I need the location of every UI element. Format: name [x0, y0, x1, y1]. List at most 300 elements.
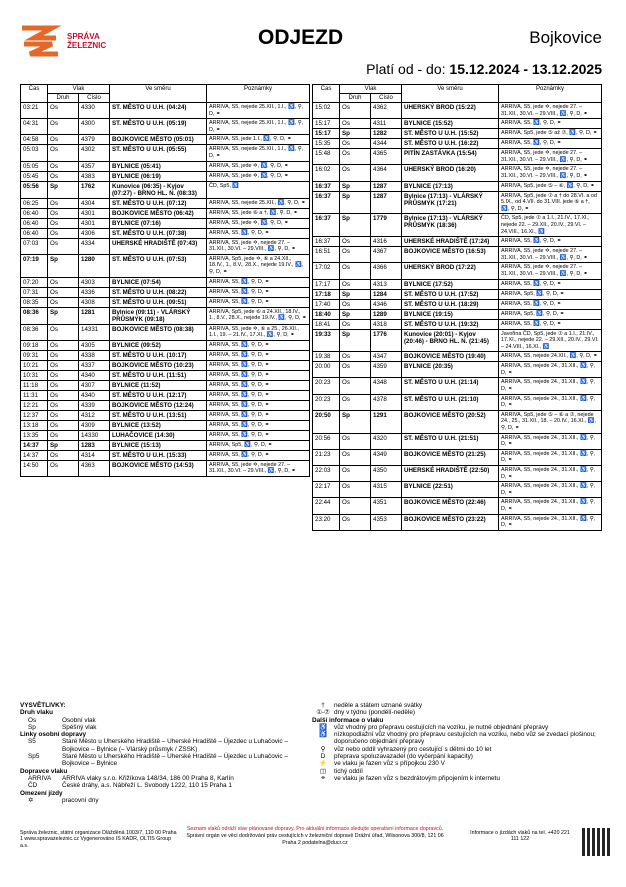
train-direction: BYLNICE (07:16) [110, 218, 207, 228]
departure-time: 07:19 [21, 254, 48, 277]
train-direction: ST. MĚSTO U U.H. (15:52) [402, 129, 499, 139]
legend-symbols [312, 702, 602, 782]
departure-time: 16:37 [313, 214, 340, 237]
departure-time: 16:51 [313, 247, 340, 263]
table-row [21, 324, 310, 340]
train-type: Os [48, 324, 79, 340]
departure-time: 06:40 [21, 218, 48, 228]
departure-time: 15:17 [313, 119, 340, 129]
train-type: Os [48, 450, 79, 460]
col-notes: Poznámky [499, 85, 602, 103]
departure-time: 05:45 [21, 171, 48, 181]
train-number: 4359 [371, 362, 402, 378]
train-type: Os [340, 362, 371, 378]
train-notes: ARRIVA, S5, nejede 25.XII., 1.I., ♿, ⚲, D, ⚭ [207, 119, 310, 135]
legend-key: ČD [28, 782, 38, 790]
legend-item [312, 731, 602, 746]
departure-time: 09:31 [21, 350, 48, 360]
train-type: Sp [340, 214, 371, 237]
train-type: Os [48, 380, 79, 390]
train-type: Sp [340, 181, 371, 191]
train-number: 4349 [371, 449, 402, 465]
departure-time: 13:18 [21, 420, 48, 430]
departure-time: 21:23 [313, 449, 340, 465]
legend-value: vůz vhodný pro přepravu cestujících na vozíku, je nutné objednání přepravy [334, 723, 549, 731]
train-notes: ARRIVA, S5, ♿, ⚲, D, ⚭ [207, 277, 310, 287]
train-direction: BYLNICE (11:52) [110, 380, 207, 390]
departure-time: 14:37 [21, 440, 48, 450]
train-notes: ARRIVA, S5, jede ✡, nejede 27. – 31.XII., 30.VI. – 29.VIII., ♿, ⚲, D, ⚭ [207, 238, 310, 254]
departure-time: 15:17 [313, 129, 340, 139]
departure-time: 16:02 [313, 165, 340, 181]
brand-logo [20, 24, 106, 58]
departure-time: 17:40 [313, 299, 340, 309]
legend-value: nízkopodlažní vůz vhodný pro přepravu cestujících na vozíku, nebo vůz se zvedací plošinou; doporučeno objednání přepravy [334, 731, 596, 746]
departure-time: 07:31 [21, 287, 48, 297]
departure-time: 08:35 [21, 297, 48, 307]
train-direction: ST. MĚSTO U U.H. (19:32) [402, 319, 499, 329]
train-number: 1779 [371, 214, 402, 237]
legend-limits-title: Omezení jízdy [20, 789, 63, 797]
table-row [21, 420, 310, 430]
valid-label: Platí od - do: [366, 61, 446, 77]
train-direction: ST. MĚSTO U U.H. (21:14) [402, 378, 499, 394]
train-type: Os [48, 218, 79, 228]
train-notes: ARRIVA, S5, ♿, ⚲, D, ⚭ [207, 380, 310, 390]
legend-info-title: Další informace o vlaku [312, 716, 384, 724]
train-number: 4362 [371, 103, 402, 119]
table-row [21, 440, 310, 450]
table-row [313, 181, 602, 191]
train-notes: ČD, Sp5, ♿ [207, 181, 310, 198]
table-row [313, 498, 602, 514]
legend-value: dny v týdnu (pondělí-neděle) [334, 709, 416, 717]
train-notes: ARRIVA, S5, ♿, ⚲, D, ⚭ [207, 400, 310, 410]
train-direction: PITÍN ZASTÁVKA (15:54) [402, 149, 499, 165]
legend-item [20, 717, 310, 724]
train-number: 4307 [79, 380, 110, 390]
table-row [313, 410, 602, 433]
col-type: Druh [48, 94, 79, 103]
train-number: 4340 [79, 370, 110, 380]
train-type: Os [48, 460, 79, 476]
train-number: 4336 [79, 287, 110, 297]
departure-time: 06:25 [21, 198, 48, 208]
train-direction: Bylnice (09:11) - VLÁRSKÝ PRŮSMYK (09:18) [110, 307, 207, 324]
legend-item [312, 702, 602, 709]
train-type: Os [48, 410, 79, 420]
table-row [313, 514, 602, 530]
train-number: 4344 [371, 139, 402, 149]
footer-org: Správa železnic, státní organizace Dlážděná 1003/7, 110 00 Praha 1 www.spravazeleznic.cz Vygenerováno IS KADR, OLTIS Group a.s. [20, 830, 177, 849]
train-number: 1762 [79, 181, 110, 198]
train-direction: ST. MĚSTO U U.H. (16:22) [402, 139, 499, 149]
train-direction: BOJKOVICE MĚSTO (12:24) [110, 400, 207, 410]
legend-key: S5 [28, 738, 36, 746]
train-notes: ARRIVA, S5, jede ✡, nejede 27. – 31.XII., 30.VI. – 29.VIII., ♿, ⚲, D, ⚭ [499, 247, 602, 263]
train-direction: ST. MĚSTO U U.H. (21:51) [402, 433, 499, 449]
table-row [21, 430, 310, 440]
train-direction: BYLNICE (13:52) [110, 420, 207, 430]
train-number: 4314 [79, 450, 110, 460]
legend-value: neděle a státem uznané svátky [334, 702, 423, 709]
train-notes: ARRIVA, S5, ♿, ⚲, D, ⚭ [499, 319, 602, 329]
table-row [21, 410, 310, 420]
train-type: Os [340, 352, 371, 362]
table-row [21, 340, 310, 350]
col-type: Druh [340, 94, 371, 103]
departure-time: 15:02 [313, 103, 340, 119]
table-row [21, 103, 310, 119]
departure-time: 17:17 [313, 279, 340, 289]
train-direction: BYLNICE (22:51) [402, 482, 499, 498]
departure-time: 19:33 [313, 329, 340, 352]
train-number: 4316 [371, 237, 402, 247]
table-row [21, 307, 310, 324]
table-row [313, 119, 602, 129]
train-notes: ARRIVA, S5, jede ✡, ♿, ⚲, D, ⚭ [207, 218, 310, 228]
train-notes: ARRIVA, S5, jede ✡, nejede 27. – 31.XII., 30.VI. – 29.VIII., ♿, ⚲, D, ⚭ [207, 460, 310, 476]
train-notes: ARRIVA, S5, nejede 24., 31.XII., ♿, ⚲, D, ⚭ [499, 482, 602, 498]
train-notes: ARRIVA, S5, jede ✡, ♿, ⚲, D, ⚭ [207, 171, 310, 181]
table-row [313, 191, 602, 214]
table-row [21, 161, 310, 171]
train-number: 4320 [371, 433, 402, 449]
train-notes: ARRIVA, S5, jede ✡, nejede 27. – 31.XII., 30.VI. – 29.VIII., ♿, ⚲, D, ⚭ [499, 165, 602, 181]
train-direction: ST. MĚSTO U U.H. (05:19) [110, 119, 207, 135]
train-number: 4383 [79, 171, 110, 181]
table-row [21, 181, 310, 198]
col-train: Vlak [48, 85, 110, 94]
train-type: Os [48, 360, 79, 370]
train-direction: BYLNICE (17:13) [402, 181, 499, 191]
departures-table-left [20, 84, 310, 477]
departure-time: 07:03 [21, 238, 48, 254]
table-row [313, 378, 602, 394]
legend-value: Staré Město u Uherského Hradiště – Uherské Hradiště – Újezdec u Luhačovic – Bojkovice – Bylnice (– Vlárský průsmyk / ZSSK) [62, 738, 288, 753]
train-number: 4313 [371, 279, 402, 289]
train-type: Os [48, 350, 79, 360]
train-number: 4378 [371, 394, 402, 410]
train-number: 4367 [371, 247, 402, 263]
legend-value: ve vlaku je fazen vůz s přípojkou 230 V [334, 760, 445, 768]
train-type: Sp [48, 254, 79, 277]
train-type: Os [340, 165, 371, 181]
departure-time: 08:36 [21, 324, 48, 340]
departure-time: 05:05 [21, 161, 48, 171]
train-direction: ST. MĚSTO U U.H. (09:51) [110, 297, 207, 307]
table-row [313, 299, 602, 309]
departure-time: 17:18 [313, 289, 340, 299]
table-row [313, 449, 602, 465]
legend-key: ♿ [319, 723, 327, 731]
legend-item [312, 768, 602, 775]
train-notes: ARRIVA, S5, nejede 25.XII., 1.I., ♿, ⚲, D, ⚭ [207, 145, 310, 161]
table-row [21, 350, 310, 360]
train-direction: BOJKOVICE MĚSTO (10:23) [110, 360, 207, 370]
table-row [21, 370, 310, 380]
train-type: Os [48, 370, 79, 380]
train-direction: ST. MĚSTO U U.H. (10:17) [110, 350, 207, 360]
train-type: Os [340, 449, 371, 465]
train-notes: ARRIVA, S5, ♿, ⚲, D, ⚭ [207, 420, 310, 430]
train-notes: ARRIVA, S5, ♿, ⚲, D, ⚭ [207, 390, 310, 400]
train-type: Sp [48, 440, 79, 450]
table-row [21, 287, 310, 297]
train-direction: ST. MĚSTO U U.H. (05:55) [110, 145, 207, 161]
train-notes: ARRIVA, S5, jede ✡, nejede 27. – 31.XII., 30.VI. – 29.VIII., ♿, ⚲, D, ⚭ [499, 103, 602, 119]
train-type: Os [48, 135, 79, 145]
legend-item [20, 797, 310, 804]
table-row [313, 237, 602, 247]
train-direction: BOJKOVICE MĚSTO (05:01) [110, 135, 207, 145]
footer-authority: Správní orgán ve věci dodržování práv cestujících v železniční dopravě Drážní úřad, Wilsonova 300/8, 121 06 Praha 2 podatelna@ducr.cz [186, 833, 444, 846]
table-row [21, 390, 310, 400]
legend-value: tichý oddíl [334, 767, 363, 775]
train-number: 4348 [371, 378, 402, 394]
train-direction: BOJKOVICE MĚSTO (20:52) [402, 410, 499, 433]
legend-value: Osobní vlak [62, 716, 96, 724]
legend-value: ARRIVA vlaky s.r.o. Křižíkova 148/34, 186 00 Praha 8, Karlín [62, 774, 234, 782]
departure-time: 17:02 [313, 263, 340, 279]
col-number: Číslo [79, 94, 110, 103]
footer-phone: Informace o jízdách vlaků na tel. +420 221 111 122 [470, 830, 570, 843]
train-type: Sp [340, 309, 371, 319]
train-type: Os [48, 430, 79, 440]
departure-time: 04:31 [21, 119, 48, 135]
train-direction: UHERSKÉ HRADIŠTĚ (17:24) [402, 237, 499, 247]
train-direction: ST. MĚSTO U U.H. (11:51) [110, 370, 207, 380]
train-number: 1291 [371, 410, 402, 433]
train-number: 4309 [79, 420, 110, 430]
train-type: Os [48, 119, 79, 135]
train-direction: BOJKOVICE MĚSTO (19:40) [402, 352, 499, 362]
departure-time: 14:37 [21, 450, 48, 460]
legend-item [20, 724, 310, 731]
train-type: Os [48, 238, 79, 254]
col-direction: Ve směru [110, 85, 207, 103]
train-direction: BOJKOVICE MĚSTO (08:38) [110, 324, 207, 340]
train-type: Os [340, 319, 371, 329]
departure-time: 07:20 [21, 277, 48, 287]
train-number: 1282 [371, 129, 402, 139]
legend-value: Staré Město u Uherského Hradiště – Uherské Hradiště – Újezdec u Luhačovic – Bojkovice – Bylnice [62, 753, 288, 768]
train-number: 4339 [79, 400, 110, 410]
train-direction: ST. MĚSTO U U.H. (08:22) [110, 287, 207, 297]
train-type: Os [340, 466, 371, 482]
table-row [313, 394, 602, 410]
train-number: 4364 [371, 165, 402, 181]
departure-time: 12:21 [21, 400, 48, 410]
train-type: Os [48, 161, 79, 171]
train-direction: Bylnice (17:13) - VLÁRSKÝ PRŮSMYK (17:21) [402, 191, 499, 214]
train-type: Os [340, 279, 371, 289]
train-number: 4357 [79, 161, 110, 171]
legend-value: pracovní dny [62, 796, 99, 804]
train-type: Sp [48, 181, 79, 198]
train-number: 4306 [79, 228, 110, 238]
table-row [21, 218, 310, 228]
table-row [313, 289, 602, 299]
table-row [313, 139, 602, 149]
train-type: Os [48, 420, 79, 430]
departure-time: 05:56 [21, 181, 48, 198]
train-number: 1287 [371, 191, 402, 214]
train-direction: UHERSKÝ BROD (16:20) [402, 165, 499, 181]
table-row [21, 228, 310, 238]
train-type: Os [340, 119, 371, 129]
train-number: 4353 [371, 514, 402, 530]
train-type: Os [340, 103, 371, 119]
train-type: Os [340, 514, 371, 530]
train-notes: ARRIVA, S5, jede ✡, nejede 27. – 31.XII., 30.VI. – 29.VIII., ♿, ⚲, D, ⚭ [499, 149, 602, 165]
train-type: Os [340, 149, 371, 165]
station-name: Bojkovice [529, 28, 602, 47]
train-direction: BYLNICE (20:35) [402, 362, 499, 378]
train-direction: ST. MĚSTO U U.H. (17:52) [402, 289, 499, 299]
table-row [21, 119, 310, 135]
train-notes: ARRIVA, S5, jede ⑥ a †, ♿, ⚲, D, ⚭ [207, 208, 310, 218]
brand-name [67, 32, 106, 50]
train-notes: ARRIVA, S5, jede ✡, ⑥ a 25., 26.XII., 1.I., 19. – 21.IV., 17.XI., ♿, ⚲, D, ⚭ [207, 324, 310, 340]
train-direction: BYLNICE (19:15) [402, 309, 499, 319]
col-notes: Poznámky [207, 85, 310, 103]
train-direction: ST. MĚSTO U U.H. (18:29) [402, 299, 499, 309]
train-notes: ARRIVA, Sp5, jede ✡, ⑥ a 24.XII., 18.IV., 1., 8.V., 28.X., nejede 19.IV., ♿, ⚲, D, ⚭ [207, 254, 310, 277]
departure-time: 20:23 [313, 378, 340, 394]
train-direction: UHERSKÝ BROD (15:22) [402, 103, 499, 119]
train-number: 4312 [79, 410, 110, 420]
departure-time: 22:17 [313, 482, 340, 498]
train-number: 14330 [79, 430, 110, 440]
table-row [313, 263, 602, 279]
train-type: Sp [340, 289, 371, 299]
train-type: Os [340, 378, 371, 394]
train-direction: ST. MĚSTO U U.H. (12:17) [110, 390, 207, 400]
departure-time: 06:40 [21, 208, 48, 218]
legend-value: Spěšný vlak [62, 723, 97, 731]
train-notes: ARRIVA, S5, ♿, ⚲, D, ⚭ [499, 139, 602, 149]
train-direction: ST. MĚSTO U U.H. (04:24) [110, 103, 207, 119]
train-notes: ARRIVA, Sp5, ♿, ⚲, D, ⚭ [499, 289, 602, 299]
legend-key: ⚡ [319, 760, 327, 768]
train-direction: UHERSKÝ BROD (17:22) [402, 263, 499, 279]
train-notes: ARRIVA, S5, ♿, ⚲, D, ⚭ [207, 370, 310, 380]
train-type: Os [48, 340, 79, 350]
train-number: 1280 [79, 254, 110, 277]
train-direction: BOJKOVICE MĚSTO (06:42) [110, 208, 207, 218]
train-notes: ARRIVA, S5, nejede 24., 31.XII., ♿, ⚲, D, ⚭ [499, 433, 602, 449]
train-direction: ST. MĚSTO U U.H. (15:33) [110, 450, 207, 460]
table-row [21, 297, 310, 307]
train-notes: ARRIVA, S5, ♿, ⚲, D, ⚭ [207, 430, 310, 440]
train-notes: ARRIVA, S5, ♿, ⚲, D, ⚭ [207, 340, 310, 350]
legend-key: † [321, 702, 325, 709]
train-number: 4330 [79, 103, 110, 119]
train-notes: ARRIVA, S5, nejede 24.XII., ♿, ⚲, D, ⚭ [499, 352, 602, 362]
train-type: Sp [340, 129, 371, 139]
col-train: Vlak [340, 85, 402, 94]
page-title: ODJEZD [258, 26, 344, 49]
train-number: 4301 [79, 218, 110, 228]
train-number: 4334 [79, 238, 110, 254]
valid-range: 15.12.2024 - 13.12.2025 [449, 61, 602, 77]
legend-key: ⚭ [320, 774, 326, 782]
train-type: Os [340, 139, 371, 149]
legend-item [312, 775, 602, 782]
qr-code-icon[interactable] [582, 828, 610, 856]
train-notes: ARRIVA, S5, ♿, ⚲, D, ⚭ [207, 297, 310, 307]
departure-time: 18:41 [313, 319, 340, 329]
departure-time: 10:31 [21, 370, 48, 380]
table-row [21, 450, 310, 460]
train-number: 4351 [371, 498, 402, 514]
train-direction: Bylnice (17:13) - VLÁRSKÝ PRŮSMYK (18:36) [402, 214, 499, 237]
train-notes: ARRIVA, S5, nejede 24., 31.XII., ♿, ⚲, D, ⚭ [499, 378, 602, 394]
departure-time: 12:37 [21, 410, 48, 420]
train-number: 4301 [79, 208, 110, 218]
table-row [313, 362, 602, 378]
train-type: Os [340, 299, 371, 309]
legend-item [20, 753, 310, 768]
train-type: Os [48, 171, 79, 181]
departure-time: 13:35 [21, 430, 48, 440]
legend-item [20, 738, 310, 753]
train-number: 4304 [79, 198, 110, 208]
train-number: 1776 [371, 329, 402, 352]
brand-line2: ŽELEZNIC [67, 41, 107, 50]
train-notes: ARRIVA, Sp5, jede ⑤ až ⑦, ♿, ⚲, D, ⚭ [499, 129, 602, 139]
zig-zag-logo-icon [20, 24, 62, 58]
departure-time: 23:20 [313, 514, 340, 530]
train-direction: Kunovice (20:01) - Kyjov (20:46) - BRNO HL. N. (21:45) [402, 329, 499, 352]
table-row [313, 466, 602, 482]
train-type: Os [48, 103, 79, 119]
departures-table-right [312, 84, 602, 531]
train-notes: ARRIVA, S5, ♿, ⚲, D, ⚭ [207, 228, 310, 238]
train-direction: UHERSKÉ HRADIŠTĚ (22:50) [402, 466, 499, 482]
train-direction: BYLNICE (15:13) [110, 440, 207, 450]
departure-time: 15:48 [313, 149, 340, 165]
table-row [313, 329, 602, 352]
legend-value: České dráhy, a.s. Nábřeží L. Svobody 1222, 110 15 Praha 1 [62, 782, 232, 790]
legend-kind-title: Druh vlaku [20, 709, 54, 717]
train-number: 1289 [371, 309, 402, 319]
train-type: Os [340, 482, 371, 498]
train-number: 1281 [79, 307, 110, 324]
col-time: Čas [313, 85, 340, 103]
train-notes: ARRIVA, S5, nejede 24., 31.XII., ♿, ⚲, D, ⚭ [499, 394, 602, 410]
train-notes: Javořina ČD, Sp5, jede ⑦ a 1.I., 21.IV., 17.XI., nejede 22. – 29.XII., 20.IV., 29.VI. – 24.VIII., 16.XI., ♿ [499, 329, 602, 352]
train-notes: ARRIVA, S5, ♿, ⚲, D, ⚭ [499, 299, 602, 309]
train-type: Os [340, 498, 371, 514]
train-number: 14331 [79, 324, 110, 340]
table-row [21, 254, 310, 277]
train-notes: ARRIVA, Sp5, jede ⑤ – ⑥, ♿, ⚲, D, ⚭ [499, 181, 602, 191]
table-row [21, 171, 310, 181]
train-type: Os [48, 208, 79, 218]
train-notes: ARRIVA, S5, nejede 24., 31.XII., ♿, ⚲, D, ⚭ [499, 449, 602, 465]
footer-notice: Seznam vlaků odráží stav plánované dopravy. Pro aktuální informace sledujte operativní informace dopravců. [186, 826, 444, 832]
table-row [313, 129, 602, 139]
col-direction: Ve směru [402, 85, 499, 103]
train-number: 4350 [371, 466, 402, 482]
departure-time: 11:18 [21, 380, 48, 390]
train-number: 4315 [371, 482, 402, 498]
train-notes: ARRIVA, S5, jede 1.I., ♿, ⚲, D, ⚭ [207, 135, 310, 145]
train-number: 4311 [371, 119, 402, 129]
col-time: Čas [21, 85, 48, 103]
